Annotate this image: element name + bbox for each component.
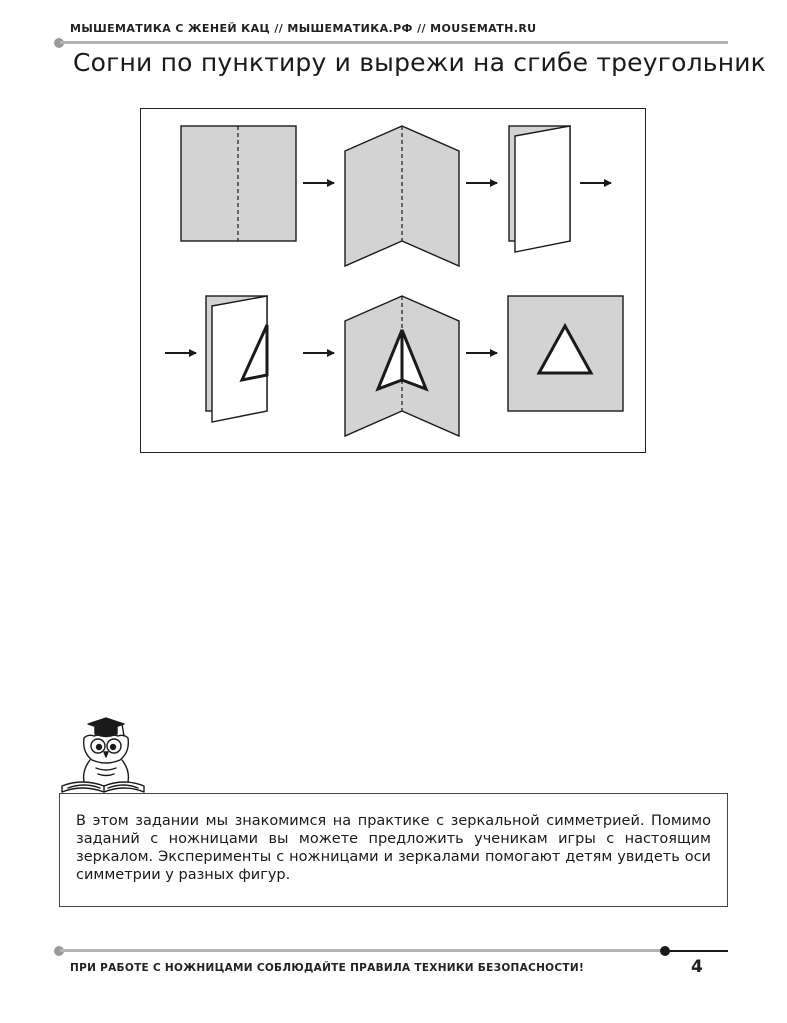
step-half-open-fold	[345, 126, 459, 266]
step-half-open-with-triangle-cut	[345, 296, 459, 436]
safety-footer: ПРИ РАБОТЕ С НОЖНИЦАМИ СОБЛЮДАЙТЕ ПРАВИЛА ТЕХНИКИ БЕЗОПАСНОСТИ!	[70, 962, 585, 974]
owl-with-graduation-cap-and-book-icon	[58, 712, 148, 796]
step-square-with-triangle-hole	[508, 296, 623, 411]
task-title: Согни по пунктиру и вырежи на сгибе треугольник	[73, 48, 766, 77]
step-square-with-fold-line	[181, 126, 296, 241]
footer-rule-dark	[666, 950, 728, 952]
footer-rule	[60, 949, 664, 952]
step-folded-sheet-with-half-triangle	[206, 296, 267, 422]
teacher-note-box	[59, 793, 728, 907]
step-folded-sheet	[509, 126, 570, 252]
page-number: 4	[691, 957, 703, 977]
running-header: МЫШЕМАТИКА С ЖЕНЕЙ КАЦ // МЫШЕМАТИКА.РФ // MOUSEMATH.RU	[70, 22, 537, 35]
teacher-note-text: В этом задании мы знакомимся на практике с зеркальной симметрией. Помимо заданий с ножницами вы можете предложить ученикам игры с настоящим зеркалом. Эксперименты с ножницами и зеркалами помогают детям увидеть оси симметрии у разных фигур.	[76, 813, 711, 883]
